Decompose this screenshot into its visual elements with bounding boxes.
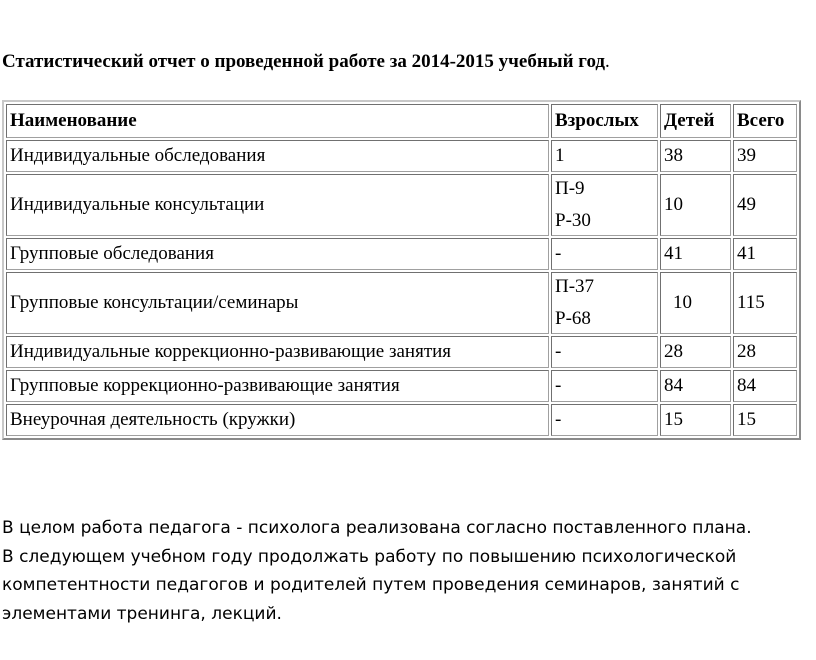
- table-header-row: [6, 104, 797, 138]
- report-title-text: Статистический отчет о проведенной работе за 2014-2015 учебный год: [2, 51, 606, 72]
- summary-paragraph: В следующем учебном году продолжать работу по повышению психологической компетентности педагогов и родителей путем проведения семинаров, занятий с элементами тренинга, лекций.: [2, 546, 740, 624]
- statistics-table: [2, 100, 801, 440]
- cell-name: Групповые консультации/семинары: [6, 272, 549, 334]
- header-adults: Взрослых: [551, 104, 658, 138]
- cell-name: Групповые коррекционно-развивающие занятия: [6, 370, 549, 402]
- cell-adults: -: [551, 336, 658, 368]
- cell-children: 84: [660, 370, 731, 402]
- table-row: [6, 336, 797, 368]
- cell-children: 41: [660, 238, 731, 270]
- table-row: [6, 140, 797, 172]
- cell-adults-line: П-9: [555, 178, 585, 199]
- cell-children: 10: [660, 272, 731, 334]
- table-row: [6, 370, 797, 402]
- cell-total: 115: [733, 272, 797, 334]
- summary-text: [2, 514, 814, 628]
- table-row: [6, 174, 797, 236]
- cell-name: Индивидуальные консультации: [6, 174, 549, 236]
- cell-total: 15: [733, 404, 797, 436]
- table-row: [6, 404, 797, 436]
- cell-total: 84: [733, 370, 797, 402]
- cell-total: 41: [733, 238, 797, 270]
- header-children: Детей: [660, 104, 731, 138]
- cell-adults-line: Р-68: [555, 308, 591, 329]
- cell-children: 10: [660, 174, 731, 236]
- cell-adults: -: [551, 404, 658, 436]
- cell-adults-line: Р-30: [555, 210, 591, 231]
- cell-adults-line: П-37: [555, 276, 595, 297]
- cell-adults: [551, 272, 658, 334]
- cell-name: Внеурочная деятельность (кружки): [6, 404, 549, 436]
- cell-adults: -: [551, 238, 658, 270]
- report-title-period: .: [605, 51, 610, 72]
- report-title: [2, 51, 610, 73]
- cell-adults: [551, 174, 658, 236]
- cell-children: 15: [660, 404, 731, 436]
- cell-total: 39: [733, 140, 797, 172]
- cell-adults: -: [551, 370, 658, 402]
- cell-children: 38: [660, 140, 731, 172]
- cell-name: Индивидуальные обследования: [6, 140, 549, 172]
- cell-total: 49: [733, 174, 797, 236]
- header-name: Наименование: [6, 104, 549, 138]
- cell-name: Индивидуальные коррекционно-развивающие занятия: [6, 336, 549, 368]
- summary-line: В целом работа педагога - психолога реализована согласно поставленного плана.: [2, 518, 752, 538]
- cell-total: 28: [733, 336, 797, 368]
- cell-children: 28: [660, 336, 731, 368]
- cell-adults: 1: [551, 140, 658, 172]
- table-row: [6, 238, 797, 270]
- table-row: [6, 272, 797, 334]
- cell-name: Групповые обследования: [6, 238, 549, 270]
- header-total: Всего: [733, 104, 797, 138]
